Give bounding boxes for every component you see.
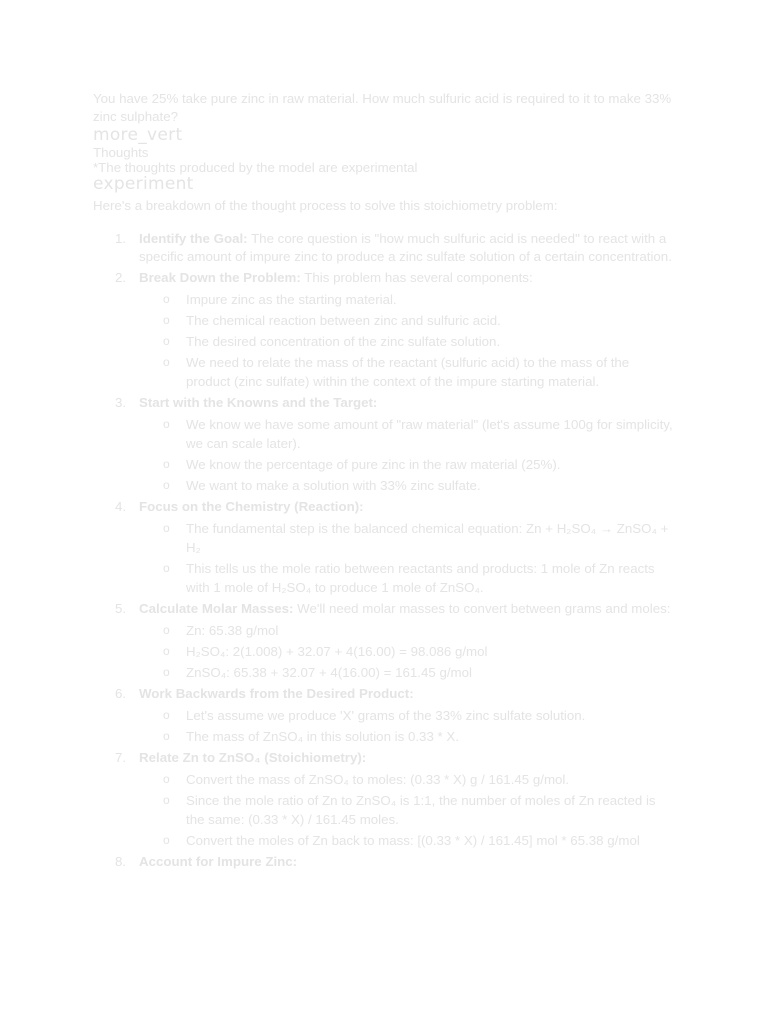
intro-text: Here's a breakdown of the thought process to solve this stoichiometry problem: (93, 198, 558, 213)
sub-item (139, 415, 673, 453)
sub-item (139, 476, 673, 495)
sub-item-text: We need to relate the mass of the reactant (sulfuric acid) to the mass of the product (zinc sulfate) within the context of the impure starting material. (186, 355, 630, 389)
sub-item-text: Let's assume we produce 'X' grams of the 33% zinc sulfate solution. (186, 708, 586, 723)
step-title: Break Down the Problem: (139, 270, 301, 285)
sub-item-text: We know the percentage of pure zinc in the raw material (25%). (186, 457, 561, 472)
sub-item (139, 455, 673, 474)
step-text (139, 270, 533, 285)
step-item (93, 269, 673, 391)
sub-item-text: The mass of ZnSO₄ in this solution is 0.33 * X. (186, 729, 459, 744)
bullet-icon: o (163, 355, 170, 369)
sub-item (139, 663, 673, 682)
step-title: Calculate Molar Masses: (139, 601, 294, 616)
step-item (93, 749, 673, 850)
step-number: 2. (115, 270, 127, 285)
bullet-icon: o (163, 793, 170, 807)
sub-item-text: The fundamental step is the balanced chemical equation: Zn + H₂SO₄ → ZnSO₄ + H₂ (186, 521, 669, 555)
step-title: Identify the Goal: (139, 231, 248, 246)
sub-item-text: We want to make a solution with 33% zinc sulfate. (186, 478, 481, 493)
bullet-icon: o (163, 521, 170, 535)
sub-list (139, 519, 673, 597)
bullet-icon: o (163, 313, 170, 327)
sub-item-text: We know we have some amount of "raw material" (let's assume 100g for simplicity, we can scale later). (186, 417, 673, 451)
sub-item (139, 727, 673, 746)
step-text (139, 750, 366, 765)
thoughts-label: Thoughts (93, 145, 149, 160)
sub-item (139, 831, 673, 850)
step-text (139, 499, 364, 514)
step-item (93, 394, 673, 495)
experimental-note: *The thoughts produced by the model are experimental (93, 160, 418, 175)
step-text (139, 601, 670, 616)
sub-list (139, 621, 673, 682)
bullet-icon: o (163, 292, 170, 306)
step-number: 3. (115, 395, 127, 410)
document-page (93, 90, 673, 874)
sub-list (139, 706, 673, 746)
question-text: You have 25% take pure zinc in raw material. How much sulfuric acid is required to it to make 33% zinc sulphate? (93, 91, 672, 124)
experiment-icon: experiment (93, 174, 194, 194)
step-number: 1. (115, 231, 127, 246)
more-vert-icon[interactable]: more_vert (93, 125, 183, 145)
step-text (139, 854, 297, 869)
step-text (139, 395, 377, 410)
sub-item (139, 706, 673, 725)
bullet-icon: o (163, 623, 170, 637)
bullet-icon: o (163, 708, 170, 722)
steps-list (93, 230, 673, 871)
sub-item-text: H₂SO₄: 2(1.008) + 32.07 + 4(16.00) = 98.086 g/mol (186, 644, 488, 659)
bullet-icon: o (163, 478, 170, 492)
step-text (139, 231, 672, 264)
sub-item-text: This tells us the mole ratio between reactants and products: 1 mole of Zn reacts with 1 mole of H₂SO₄ to produce 1 mole of ZnSO₄. (186, 561, 655, 595)
sub-item (139, 642, 673, 661)
bullet-icon: o (163, 334, 170, 348)
sub-item-text: The desired concentration of the zinc sulfate solution. (186, 334, 501, 349)
step-title: Work Backwards from the Desired Product: (139, 686, 414, 701)
sub-item-text: Zn: 65.38 g/mol (186, 623, 279, 638)
sub-item-text: Impure zinc as the starting material. (186, 292, 397, 307)
step-number: 8. (115, 854, 127, 869)
sub-item (139, 290, 673, 309)
step-title: Focus on the Chemistry (Reaction): (139, 499, 364, 514)
sub-item-text: Convert the mass of ZnSO₄ to moles: (0.33 * X) g / 161.45 g/mol. (186, 772, 570, 787)
sub-item-text: Since the mole ratio of Zn to ZnSO₄ is 1:1, the number of moles of Zn reacted is the same: (0.33 * X) / 161.45 moles. (186, 793, 656, 827)
step-description: This problem has several components: (300, 270, 533, 285)
bullet-icon: o (163, 417, 170, 431)
step-item (93, 600, 673, 682)
sub-item-text: ZnSO₄: 65.38 + 32.07 + 4(16.00) = 161.45 g/mol (186, 665, 472, 680)
sub-list (139, 415, 673, 495)
bullet-icon: o (163, 729, 170, 743)
sub-item (139, 559, 673, 597)
step-title: Relate Zn to ZnSO₄ (Stoichiometry): (139, 750, 367, 765)
step-description: The core question is "how much sulfuric acid is needed" to react with a specific amount of impure zinc to produce a zinc sulfate solution of a certain concentration. (139, 231, 672, 264)
step-item (93, 685, 673, 746)
step-number: 4. (115, 499, 127, 514)
step-item (93, 853, 673, 871)
step-item (93, 498, 673, 597)
sub-item-text: Convert the moles of Zn back to mass: [(0.33 * X) / 161.45] mol * 65.38 g/mol (186, 833, 640, 848)
bullet-icon: o (163, 665, 170, 679)
sub-item (139, 621, 673, 640)
step-number: 6. (115, 686, 127, 701)
bullet-icon: o (163, 561, 170, 575)
bullet-icon: o (163, 833, 170, 847)
step-title: Account for Impure Zinc: (139, 854, 298, 869)
sub-item (139, 791, 673, 829)
step-text (139, 686, 414, 701)
step-number: 5. (115, 601, 127, 616)
step-number: 7. (115, 750, 127, 765)
step-title: Start with the Knowns and the Target: (139, 395, 378, 410)
sub-list (139, 290, 673, 391)
sub-item (139, 311, 673, 330)
bullet-icon: o (163, 457, 170, 471)
sub-item (139, 519, 673, 557)
bullet-icon: o (163, 772, 170, 786)
sub-item (139, 770, 673, 789)
sub-item-text: The chemical reaction between zinc and sulfuric acid. (186, 313, 501, 328)
sub-list (139, 770, 673, 850)
step-description: We'll need molar masses to convert between grams and moles: (293, 601, 671, 616)
sub-item (139, 353, 673, 391)
sub-item (139, 332, 673, 351)
bullet-icon: o (163, 644, 170, 658)
step-item (93, 230, 673, 266)
